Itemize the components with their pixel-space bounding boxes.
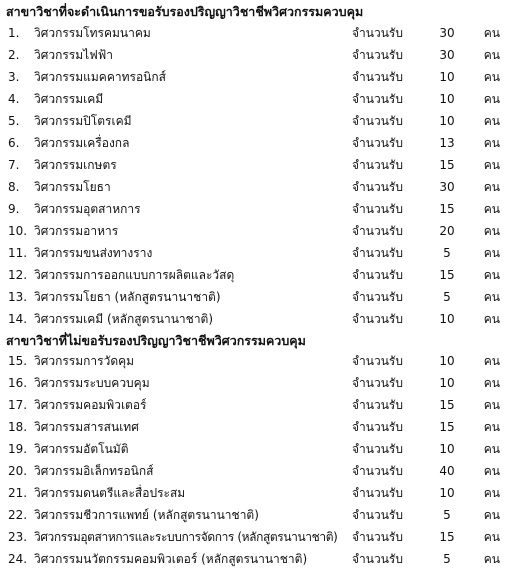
intake-count: 5 <box>443 246 451 260</box>
row-number: 6. <box>8 136 20 150</box>
program-name: วิศวกรรมโยธา <box>34 180 111 194</box>
program-name: วิศวกรรมคอมพิวเตอร์ <box>34 398 147 412</box>
intake-label: จำนวนรับ <box>352 180 403 194</box>
intake-unit: คน <box>483 312 500 326</box>
intake-count: 10 <box>439 312 455 326</box>
intake-unit: คน <box>483 530 500 544</box>
intake-label: จำนวนรับ <box>352 224 403 238</box>
program-name: วิศวกรรมการวัดคุม <box>34 354 135 368</box>
intake-label: จำนวนรับ <box>352 552 403 566</box>
program-name: วิศวกรรมเคมี (หลักสูตรนานาชาติ) <box>34 312 214 326</box>
list-item <box>0 198 505 220</box>
intake-count: 5 <box>443 508 451 522</box>
program-name: วิศวกรรมอุตสาหการและระบบการจัดการ (หลักสูตรนานาชาติ) <box>34 530 338 544</box>
intake-count: 40 <box>439 464 455 478</box>
list-item <box>0 176 505 198</box>
list-item <box>0 154 505 176</box>
list-item <box>0 110 505 132</box>
row-number: 16. <box>8 376 28 390</box>
row-number: 22. <box>8 508 28 522</box>
program-name: วิศวกรรมดนตรีและสื่อประสม <box>34 486 186 500</box>
row-number: 9. <box>8 202 20 216</box>
intake-count: 30 <box>439 48 455 62</box>
row-number: 19. <box>8 442 28 456</box>
list-item <box>0 372 505 394</box>
row-number: 15. <box>8 354 28 368</box>
intake-count: 10 <box>439 354 455 368</box>
intake-count: 15 <box>439 398 455 412</box>
intake-unit: คน <box>483 552 500 566</box>
list-item <box>0 132 505 154</box>
program-name: วิศวกรรมเกษตร <box>34 158 117 172</box>
list-item <box>0 438 505 460</box>
row-number: 18. <box>8 420 28 434</box>
intake-label: จำนวนรับ <box>352 464 403 478</box>
intake-unit: คน <box>483 158 500 172</box>
program-name: วิศวกรรมปิโตรเคมี <box>34 114 132 128</box>
program-name: วิศวกรรมสารสนเทศ <box>34 420 139 434</box>
list-item <box>0 22 505 44</box>
program-name: วิศวกรรมนวัตกรรมคอมพิวเตอร์ (หลักสูตรนานาชาติ) <box>34 552 308 566</box>
list-item <box>0 416 505 438</box>
intake-count: 10 <box>439 376 455 390</box>
intake-unit: คน <box>483 376 500 390</box>
intake-count: 10 <box>439 70 455 84</box>
intake-label: จำนวนรับ <box>352 48 403 62</box>
row-number: 11. <box>8 246 28 260</box>
list-item <box>0 526 505 548</box>
list-item <box>0 482 505 504</box>
list-item <box>0 548 505 570</box>
row-number: 4. <box>8 92 20 106</box>
intake-label: จำนวนรับ <box>352 530 403 544</box>
intake-label: จำนวนรับ <box>352 92 403 106</box>
intake-label: จำนวนรับ <box>352 354 403 368</box>
intake-label: จำนวนรับ <box>352 442 403 456</box>
list-item <box>0 88 505 110</box>
intake-count: 30 <box>439 180 455 194</box>
intake-label: จำนวนรับ <box>352 202 403 216</box>
row-number: 8. <box>8 180 20 194</box>
intake-label: จำนวนรับ <box>352 398 403 412</box>
intake-count: 13 <box>439 136 455 150</box>
intake-label: จำนวนรับ <box>352 508 403 522</box>
row-number: 10. <box>8 224 28 238</box>
program-name: วิศวกรรมอัตโนมัติ <box>34 442 129 456</box>
intake-count: 10 <box>439 486 455 500</box>
list-item <box>0 242 505 264</box>
intake-count: 20 <box>439 224 455 238</box>
intake-unit: คน <box>483 268 500 282</box>
intake-unit: คน <box>483 70 500 84</box>
intake-label: จำนวนรับ <box>352 420 403 434</box>
intake-unit: คน <box>483 442 500 456</box>
list-item <box>0 66 505 88</box>
program-name: วิศวกรรมเคมี <box>34 92 104 106</box>
intake-count: 30 <box>439 26 455 40</box>
intake-unit: คน <box>483 354 500 368</box>
list-item <box>0 308 505 330</box>
program-name: วิศวกรรมไฟฟ้า <box>34 48 113 62</box>
row-number: 20. <box>8 464 28 478</box>
program-name: วิศวกรรมโยธา (หลักสูตรนานาชาติ) <box>34 290 221 304</box>
program-name: วิศวกรรมอิเล็กทรอนิกส์ <box>34 464 154 478</box>
list-item <box>0 460 505 482</box>
intake-count: 10 <box>439 442 455 456</box>
intake-count: 5 <box>443 552 451 566</box>
intake-count: 15 <box>439 202 455 216</box>
list-item <box>0 504 505 526</box>
intake-unit: คน <box>483 26 500 40</box>
list-item <box>0 350 505 372</box>
program-name: วิศวกรรมเครื่องกล <box>34 136 130 150</box>
row-number: 2. <box>8 48 20 62</box>
row-number: 7. <box>8 158 20 172</box>
intake-count: 15 <box>439 530 455 544</box>
intake-unit: คน <box>483 224 500 238</box>
program-name: วิศวกรรมชีวการแพทย์ (หลักสูตรนานาชาติ) <box>34 508 259 522</box>
intake-unit: คน <box>483 246 500 260</box>
intake-label: จำนวนรับ <box>352 312 403 326</box>
row-number: 21. <box>8 486 28 500</box>
list-item <box>0 44 505 66</box>
intake-label: จำนวนรับ <box>352 376 403 390</box>
row-number: 17. <box>8 398 28 412</box>
intake-unit: คน <box>483 92 500 106</box>
intake-unit: คน <box>483 508 500 522</box>
intake-unit: คน <box>483 486 500 500</box>
intake-label: จำนวนรับ <box>352 486 403 500</box>
intake-unit: คน <box>483 202 500 216</box>
section1-title: สาขาวิชาที่จะดำเนินการขอรับรองปริญญาวิชาชีพวิศวกรรมควบคุม <box>6 4 364 19</box>
section2-title: สาขาวิชาที่ไม่ขอรับรองปริญญาวิชาชีพวิศวกรรมควบคุม <box>6 333 306 348</box>
list-item <box>0 286 505 308</box>
row-number: 13. <box>8 290 28 304</box>
intake-unit: คน <box>483 48 500 62</box>
intake-count: 15 <box>439 158 455 172</box>
intake-label: จำนวนรับ <box>352 136 403 150</box>
row-number: 5. <box>8 114 20 128</box>
program-name: วิศวกรรมระบบควบคุม <box>34 376 150 390</box>
program-name: วิศวกรรมโทรคมนาคม <box>34 26 151 40</box>
intake-label: จำนวนรับ <box>352 246 403 260</box>
intake-label: จำนวนรับ <box>352 114 403 128</box>
intake-unit: คน <box>483 464 500 478</box>
intake-unit: คน <box>483 180 500 194</box>
intake-label: จำนวนรับ <box>352 26 403 40</box>
program-name: วิศวกรรมแมคคาทรอนิกส์ <box>34 70 166 84</box>
row-number: 23. <box>8 530 28 544</box>
intake-label: จำนวนรับ <box>352 158 403 172</box>
intake-unit: คน <box>483 420 500 434</box>
list-item <box>0 394 505 416</box>
program-name: วิศวกรรมการออกแบบการผลิตและวัสดุ <box>34 268 235 282</box>
list-item <box>0 220 505 242</box>
row-number: 3. <box>8 70 20 84</box>
program-name: วิศวกรรมขนส่งทางราง <box>34 246 153 260</box>
intake-count: 10 <box>439 114 455 128</box>
intake-count: 10 <box>439 92 455 106</box>
intake-unit: คน <box>483 398 500 412</box>
intake-count: 5 <box>443 290 451 304</box>
row-number: 24. <box>8 552 28 566</box>
intake-label: จำนวนรับ <box>352 70 403 84</box>
intake-count: 15 <box>439 268 455 282</box>
row-number: 12. <box>8 268 28 282</box>
intake-label: จำนวนรับ <box>352 268 403 282</box>
intake-label: จำนวนรับ <box>352 290 403 304</box>
program-name: วิศวกรรมอาหาร <box>34 224 119 238</box>
intake-unit: คน <box>483 290 500 304</box>
intake-unit: คน <box>483 136 500 150</box>
list-item <box>0 264 505 286</box>
intake-unit: คน <box>483 114 500 128</box>
row-number: 1. <box>8 26 20 40</box>
program-name: วิศวกรรมอุตสาหการ <box>34 202 141 216</box>
row-number: 14. <box>8 312 28 326</box>
intake-count: 15 <box>439 420 455 434</box>
